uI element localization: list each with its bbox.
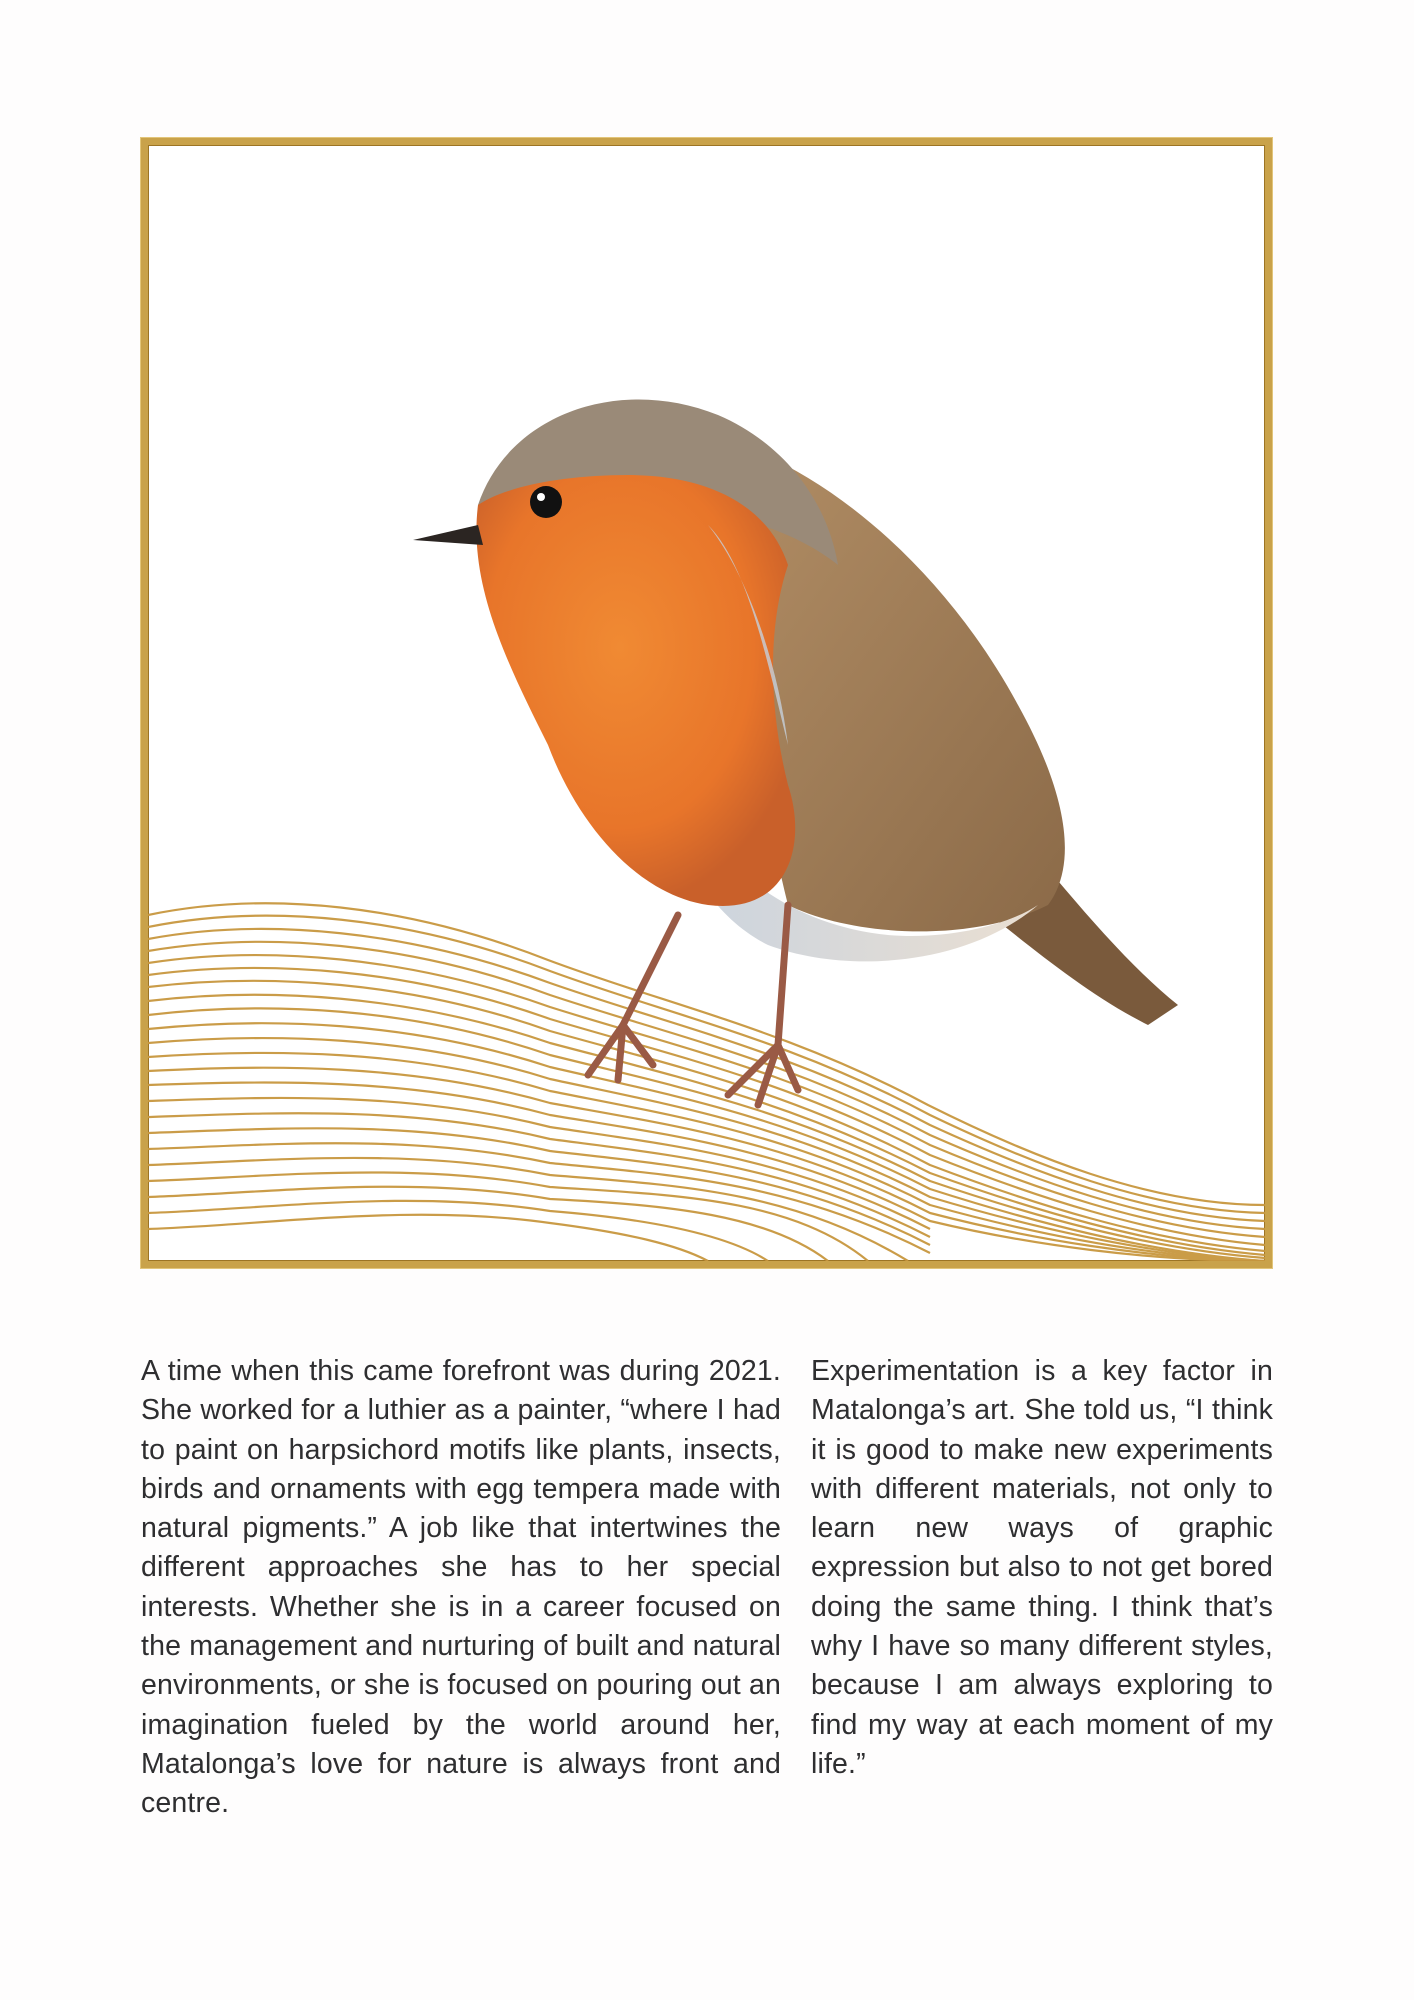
article-column-left [141,1352,781,1824]
robin-eye [530,486,562,518]
illustration-frame [141,138,1272,1268]
robin-beak [413,525,483,545]
article-column-right [811,1352,1273,1784]
article-paragraph-left: A time when this came forefront was during 2021. She worked for a luthier as a painter, “where I had to paint on harpsichord motifs like plants, insects, birds and ornaments with egg tempera made with natural pigments.” A job like that intertwines the different approaches she has to her special interests. Whether she is in a career focused on the management and nurturing of built and natural environments, or she is focused on pouring out an imagination fueled by the world around her, Matalonga’s love for nature is always front and centre. [141,1355,781,1820]
robin-illustration [148,145,1265,1261]
robin-breast [476,475,795,906]
article-paragraph-right: Experimentation is a key factor in Matalonga’s art. She told us, “I think it is good to make new experiments with different materials, not only to learn new ways of graphic expression but also to not get bored doing the same thing. I think that’s why I have so many different styles, because I am always exploring to find my way at each moment of my life.” [811,1355,1273,1780]
